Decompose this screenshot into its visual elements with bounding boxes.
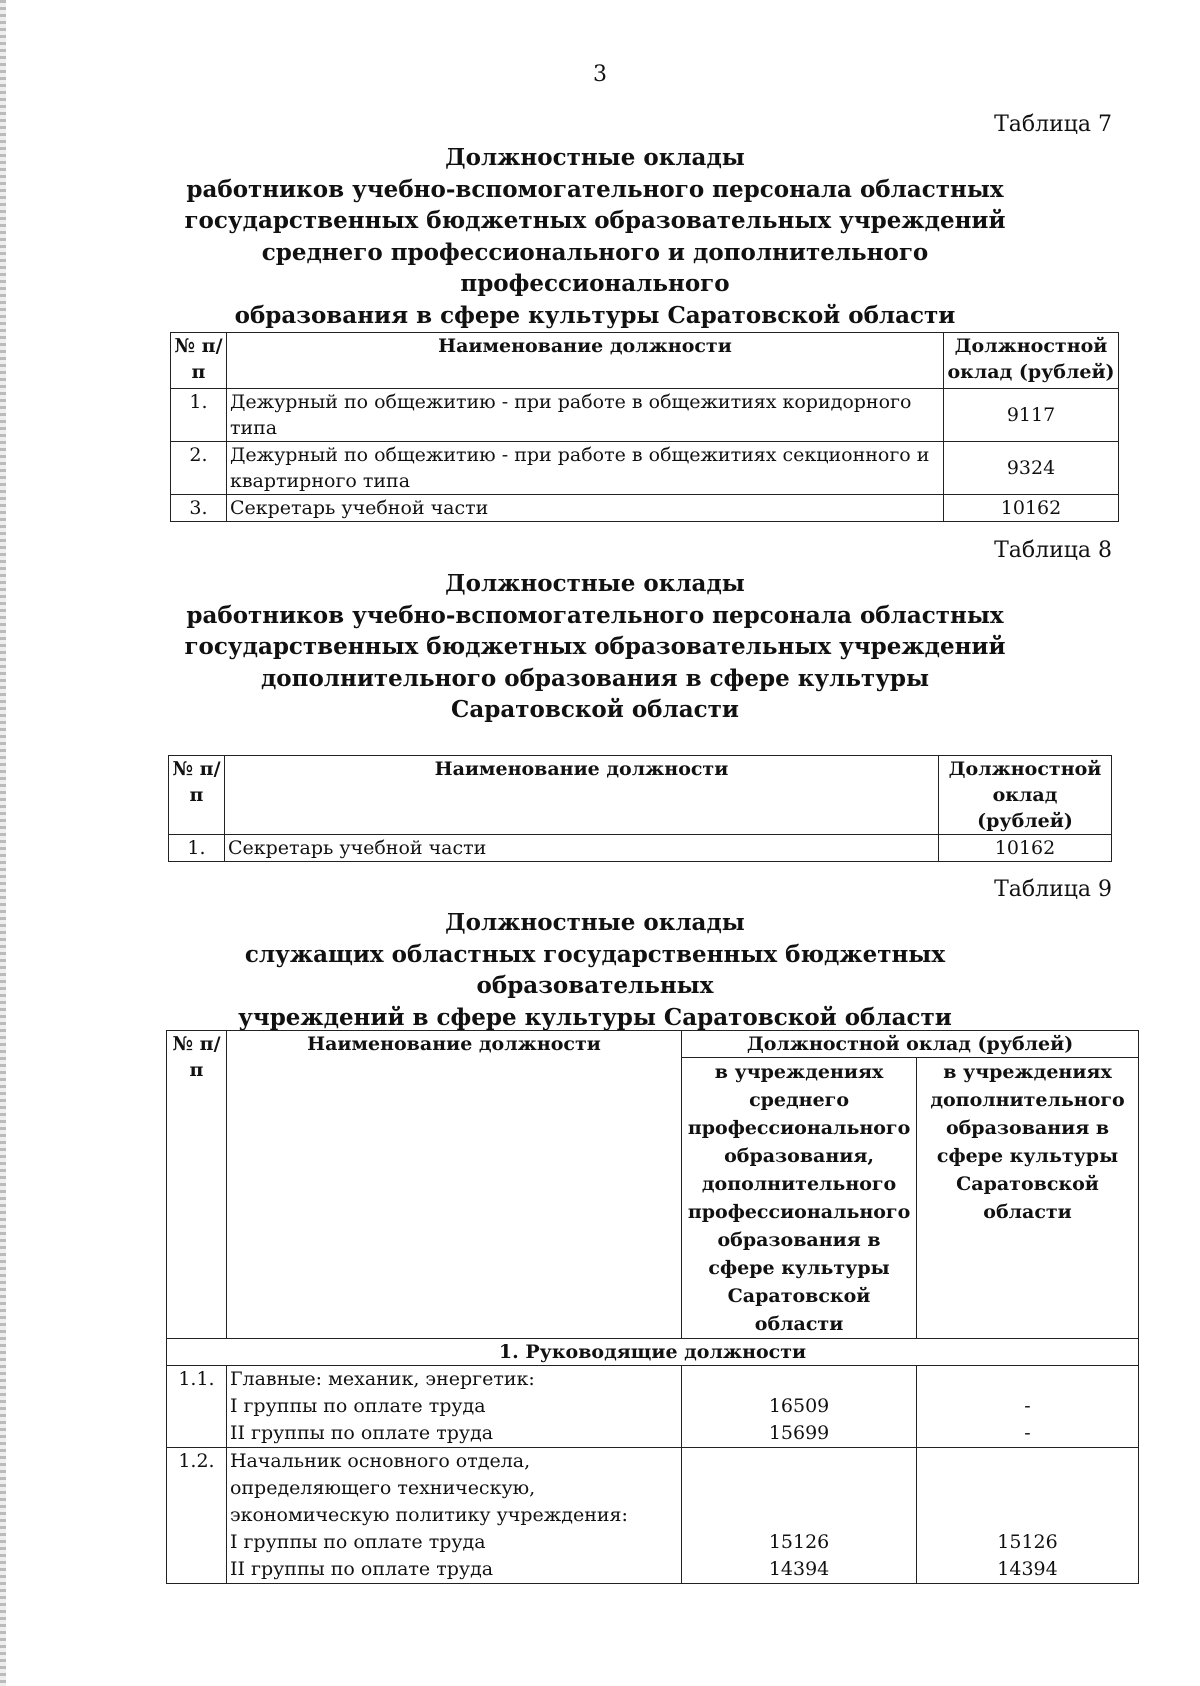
title-line: Должностные оклады xyxy=(445,570,745,597)
table-row xyxy=(171,389,1119,442)
row-salary-a xyxy=(682,1448,917,1584)
cell-value xyxy=(685,1366,913,1393)
row-line: II группы по оплате труда xyxy=(229,1558,494,1580)
title-line: служащих областных государственных бюджетных образовательных xyxy=(244,940,946,999)
cell-value: 15126 xyxy=(997,1531,1058,1553)
header-col-b: в учреждениях дополнительного образования в сфере культуры Саратовской области xyxy=(917,1058,1139,1339)
table-row xyxy=(167,1448,1139,1584)
cell-value xyxy=(920,1502,1135,1529)
row-salary-b xyxy=(917,1366,1139,1448)
title-line: учреждений в сфере культуры Саратовской области xyxy=(238,1003,952,1031)
cell-value: 15699 xyxy=(768,1422,830,1444)
table-7-title xyxy=(170,142,1020,331)
row-num: 1.2. xyxy=(167,1448,227,1584)
row-salary: 10162 xyxy=(939,835,1112,862)
row-line: определяющего техническую, xyxy=(229,1477,536,1499)
row-num: 3. xyxy=(171,495,227,522)
title-line: дополнительного образования в сфере культуры xyxy=(260,664,930,692)
row-name: Секретарь учебной части xyxy=(224,835,938,862)
cell-value: 14394 xyxy=(997,1558,1058,1580)
row-salary: 9117 xyxy=(944,389,1119,442)
cell-value: 14394 xyxy=(768,1558,830,1580)
table-8-title xyxy=(170,568,1020,726)
row-name: Секретарь учебной части xyxy=(226,495,943,522)
title-line: среднего профессионального и дополнительного профессионального xyxy=(261,238,929,297)
row-name: Дежурный по общежитию - при работе в общежитиях коридорного типа xyxy=(226,389,943,442)
section-row xyxy=(167,1339,1139,1366)
row-line: I группы по оплате труда xyxy=(229,1531,486,1553)
row-salary-a xyxy=(682,1366,917,1448)
table-8-label: Таблица 8 xyxy=(994,538,1112,563)
row-salary: 9324 xyxy=(944,442,1119,495)
table-8 xyxy=(168,755,1112,862)
table-row xyxy=(171,495,1119,522)
header-num: № п/п xyxy=(171,333,227,389)
row-num: 1. xyxy=(169,835,225,862)
row-line: II группы по оплате труда xyxy=(229,1422,494,1444)
row-salary: 10162 xyxy=(944,495,1119,522)
header-salary: Должностной оклад (рублей) xyxy=(944,333,1119,389)
cell-value xyxy=(685,1475,913,1502)
row-line: I группы по оплате труда xyxy=(229,1395,486,1417)
title-line: Должностные оклады xyxy=(445,144,745,171)
cell-value: 15126 xyxy=(768,1531,830,1553)
scan-edge xyxy=(0,0,6,1686)
row-num: 1.1. xyxy=(167,1366,227,1448)
row-line: экономическую политику учреждения: xyxy=(229,1504,628,1526)
title-line: Должностные оклады xyxy=(445,909,745,936)
table-header-row xyxy=(171,333,1119,389)
table-7-label: Таблица 7 xyxy=(994,112,1112,137)
cell-value xyxy=(920,1475,1135,1502)
page-number: 3 xyxy=(593,62,607,87)
table-7 xyxy=(170,332,1119,522)
table-header-row xyxy=(169,756,1112,835)
table-9 xyxy=(166,1030,1139,1584)
header-name: Наименование должности xyxy=(226,1031,681,1339)
row-salary-b xyxy=(917,1448,1139,1584)
cell-value: - xyxy=(1024,1395,1031,1417)
title-line: государственных бюджетных образовательных учреждений xyxy=(184,207,1006,234)
header-num: № п/п xyxy=(169,756,225,835)
title-line: Саратовской области xyxy=(451,696,739,723)
header-name: Наименование должности xyxy=(226,333,943,389)
cell-value xyxy=(685,1502,913,1529)
cell-value xyxy=(685,1448,913,1475)
table-row xyxy=(169,835,1112,862)
table-9-label: Таблица 9 xyxy=(994,877,1112,902)
table-row xyxy=(171,442,1119,495)
cell-value xyxy=(920,1366,1135,1393)
cell-value: 16509 xyxy=(768,1395,830,1417)
table-header-row xyxy=(167,1031,1139,1058)
row-line: Начальник основного отдела, xyxy=(229,1450,531,1472)
title-line: работников учебно-вспомогательного персонала областных xyxy=(186,601,1004,629)
row-name xyxy=(226,1366,681,1448)
title-line: образования в сфере культуры Саратовской области xyxy=(234,301,956,329)
row-num: 2. xyxy=(171,442,227,495)
row-num: 1. xyxy=(171,389,227,442)
section-heading: 1. Руководящие должности xyxy=(167,1339,1139,1366)
row-name: Дежурный по общежитию - при работе в общежитиях секционного и квартирного типа xyxy=(226,442,943,495)
header-salary: Должностной оклад (рублей) xyxy=(939,756,1112,835)
header-salary: Должностной оклад (рублей) xyxy=(682,1031,1139,1058)
cell-value: - xyxy=(1024,1422,1031,1444)
cell-value xyxy=(920,1448,1135,1475)
header-name: Наименование должности xyxy=(224,756,938,835)
row-line: Главные: механик, энергетик: xyxy=(229,1368,535,1390)
table-row xyxy=(167,1366,1139,1448)
row-name xyxy=(226,1448,681,1584)
header-col-a: в учреждениях среднего профессионального образования, дополнительного профессионального образования в сфере культуры Саратовской области xyxy=(682,1058,917,1339)
header-num: № п/п xyxy=(167,1031,227,1339)
title-line: работников учебно-вспомогательного персонала областных xyxy=(186,175,1004,203)
title-line: государственных бюджетных образовательных учреждений xyxy=(184,633,1006,660)
table-9-title xyxy=(170,907,1020,1033)
